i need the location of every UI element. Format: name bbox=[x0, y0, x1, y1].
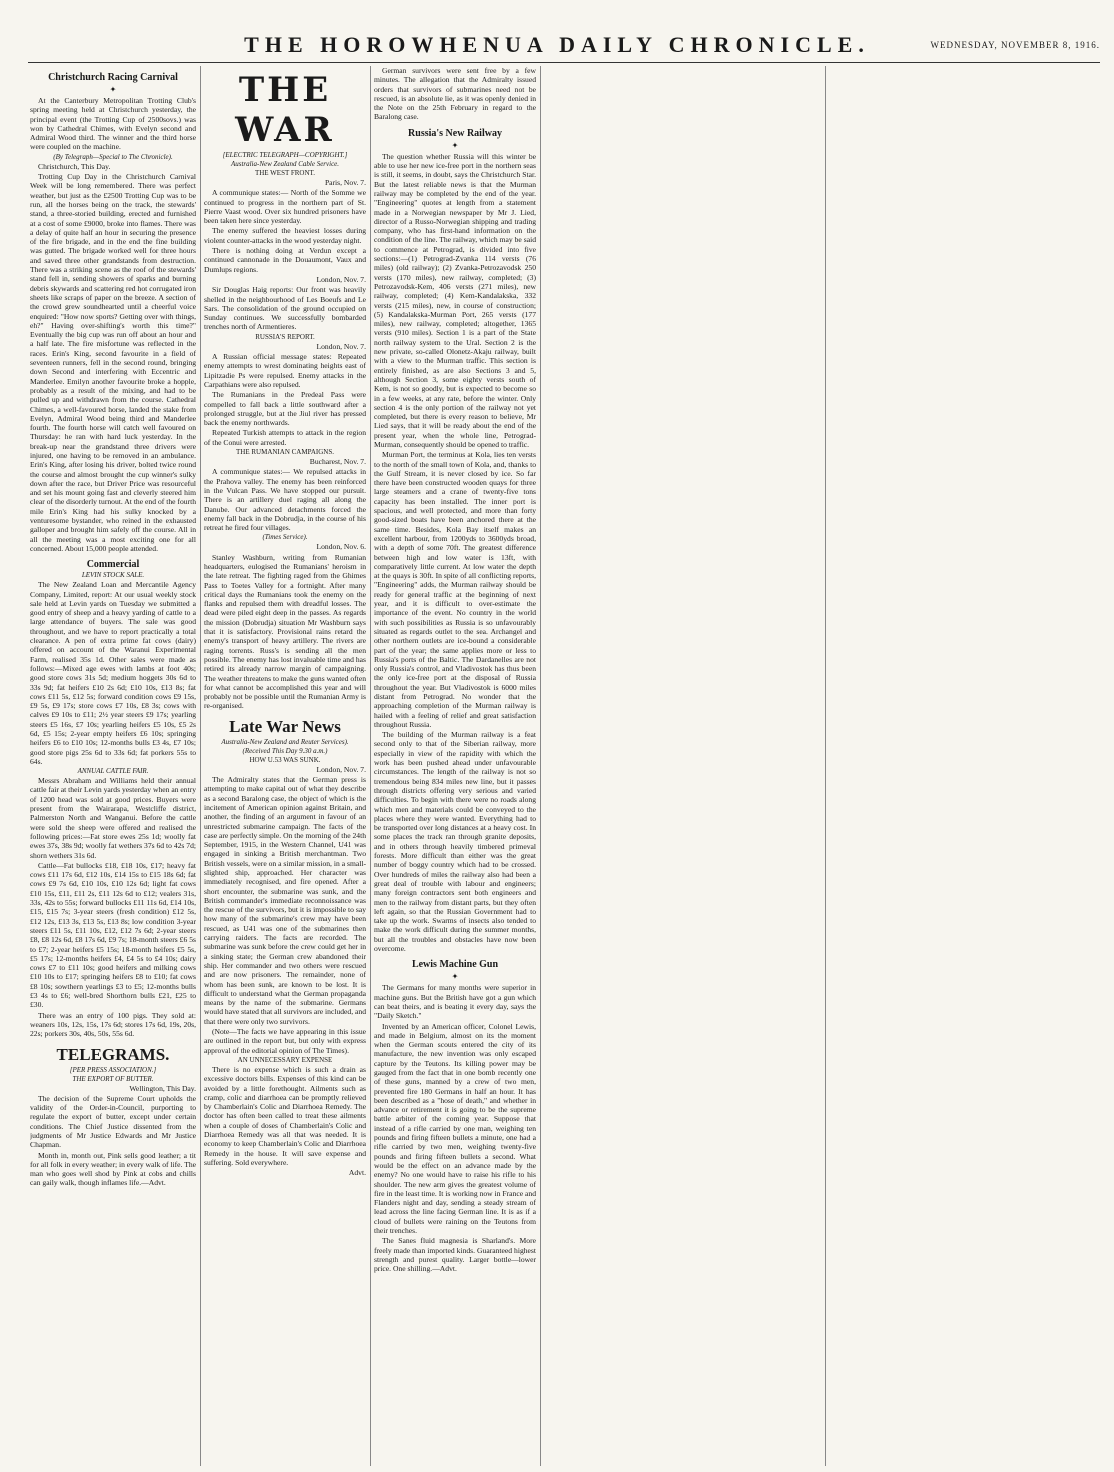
separator: ✦ bbox=[451, 972, 459, 982]
dateline: Paris, Nov. 7. bbox=[324, 178, 366, 187]
column-2 bbox=[204, 66, 366, 1466]
column-divider bbox=[370, 66, 371, 1466]
dateline: Bucharest, Nov. 7. bbox=[309, 457, 366, 467]
separator: ✦ bbox=[451, 140, 459, 150]
article-paragraph: The decision of the Supreme Court upholds the validity of the Order-in-Council, purporting to regulate the export of butter, except under certain conditions. The Chief Justice dissented from the judgments of Mr Justice Edwards and Mr Justice Chapman. bbox=[30, 1093, 196, 1150]
article-paragraph: Murman Port, the terminus at Kola, lies ten versts to the north of the small town of Kola, and, thanks to the Gulf Stream, it is never closed by ice. So far there have been constructed wooden quays for three large steamers and a crane of twenty-five tons capacity has been installed. The inner port is spacious, and well protected, and more than forty good-sized boats have been anchored there at the same time. Besides, Kola Bay itself makes an excellent harbour, from 1200yds to 3600yds broad, with a depth of some 70ft. The greatest difference between high and low water is 13ft, with comparatively little current. At low water the depth at the quays is 30ft. In spite of all conflicting reports, "Engineering" adds, the Murman railway should be ready for general traffic at the beginning of next year, and it is difficult to over-estimate the importance of the event. No country in the world with such possibilities as Russia is so unfavourably situated as regards outlet to the sea. Archangel and other northern outlets are ice-bound a considerable part of the year; the same applies more or less to Russia's ports of the Baltic. The Dardanelles are not only Russia's control, and Vladivostok has thus been the only ice-free port at the disposal of Russia throughout the year. But Vladivostok is 6000 miles distant from Petrograd. No wonder that the approaching completion of the Murman railway is hailed with a feeling of relief and great satisfaction throughout Russia. bbox=[374, 450, 536, 729]
subheading: ANNUAL CATTLE FAIR. bbox=[77, 767, 149, 776]
headline-late-war-news: Late War News bbox=[229, 716, 341, 736]
headline-telegrams: TELEGRAMS. bbox=[56, 1044, 170, 1064]
article-paragraph: A communique states:— We repulsed attacks in the Prahova valley. The enemy has been reinforced in the Vulcan Pass. We have stopped our pursuit. There is an artillery duel raging all along the Danube. Our advanced detachments forced the enemy fall back in the Dobrudja, in the course of his retreat he fired four villages. bbox=[204, 467, 366, 533]
advt-label: Advt. bbox=[348, 1168, 366, 1178]
article-paragraph: There is nothing doing at Verdun except a continued cannonade in the Douaumont, Vaux and Dumlups regions. bbox=[204, 246, 366, 274]
article-paragraph: Cattle—Fat bullocks £18, £18 10s, £17; heavy fat cows £11 17s 6d, £12 10s, £14 15s to £15 18s 6d; fat cows £9 7s 6d, £10 10s, £10 12s 6d; light fat cows £10 15s, £11, £11 2s, £11 12s 6d to £12; vealers 31s, 33s, 42s to 55s; forward bullocks £11 11s 6d, £14 10s, £15, £15 7s; 3-year steers (fresh condition) £12 5s, £12 12s, £13 3s, £13 5s, £13 8s; low condition 3-year steers £11 5s, £11 10s, £12, £12 7s 6d; 2-year steers £8, £8 12s 6d, £8 17s 6d, £9 7s; 18-month steers £6 5s to £7; 2-year heifers £5 15s; 18-month heifers £5 5s, £5 17s; 12-months heifers £4, £4 5s to £4 10s; dairy cows £7 to £11 10s; good heifers and milking cows £10 10s to £17; springing heifers £8 to £10; fat cows £8 10s; sowthern yearlings £3 to £5; 12-months bulls £3 4s to £6; well-bred Shorthorn bulls £21, £25 to £30. bbox=[30, 860, 196, 1010]
subheading: THE RUMANIAN CAMPAIGNS. bbox=[236, 448, 334, 457]
subheading: (Received This Day 9.30 a.m.) bbox=[242, 746, 328, 755]
subheading: [PER PRESS ASSOCIATION.] bbox=[69, 1065, 157, 1074]
article-paragraph: The New Zealand Loan and Mercantile Agency Company, Limited, report: At our usual weekly stock sale held at Levin yards on Tuesday we submitted a good entry of sheep and a heavy yarding of cattle to a large attendance of buyers. The sale was good throughout, and we have to report practically a total clearance. A pen of extra prime fat cows (dairy) offered on account of the Waranui Experimental Farm, realised 35s 1d. Other sales were made as follows:—Mixed age ewes with lambs at foot 40s; good store cows 31s 5d; medium hoggets 30s 6d to 33s 9d; fat heifers £10 2s 6d; £10 10s, £13 8s; fat cows £11 5s, £12 5s; forward condition cows £9 15s, £9 5s, £9 17s; store cows £7 10s, £8 3s; cows with calves £9 10s to £11; 2½ year steers £9 17s; yearling steers £5 16s, £7 10s; yearling heifers £5 10s, £5 2s 6d, £5 15s; 2-year empty heifers £6 10s; springing heifers £6 to £10 10s; 12-months bulls £3 4s, £7 10s; good store pigs 25s 6d to 33s 6d; fat porkers 55s to 64s. bbox=[30, 580, 196, 766]
dateline: London, Nov. 7. bbox=[316, 274, 366, 284]
dateline: London, Nov. 6. bbox=[316, 542, 366, 552]
subheading: HOW U.53 WAS SUNK. bbox=[249, 755, 321, 764]
column-divider bbox=[540, 66, 541, 1466]
column-1 bbox=[30, 66, 196, 1466]
article-paragraph: The question whether Russia will this winter be able to use her new ice-free port in the northern seas is still, it seems, in doubt, says the Christchurch Star. But the latest reliable news is that the Murman railway may be completed by the end of the year. "Engineering" quotes at length from a statement made in a Norwegian newspaper by Mr J. Lied, director of a Russo-Norwegian shipping and trading company, who has first-hand information on the condition of the line. The railway, which may be said to commence at Petrograd, is divided into five sections:—(1) Petrograd-Zvanka 114 versts (76 miles) (old railway); (2) Zvanka-Petrozavodsk 250 versts (170 miles), new railway, completed; (3) Petrozavodsk-Kem, 406 versts (271 miles), new railway, completed; (4) Kem-Kandalakska, 332 versts (215 miles), new, in course of construction; (5) Kandalakska-Murman Port, 265 versts (177 miles), new railway, completed; altogether, 1365 versts (910 miles). Section 1 is a part of the State north railway system to the Ural. Section 2 is the new private, so-called Olonetz-Akaju railway, built with a view to the Murman traffic. This section is entirely finished, as are also Sections 3 and 5, although Section 3, some eighty versts south of Kem, is not so goodly, but is expected to become so in a few weeks, at any rate, before the winter. Only section 4 is the only portion of the railway not yet completed, but there is every reason to believe, Mr Lied says, that it will be ready about the end of the present year, when the whole line, Petrograd-Murman, consequently should be opened to traffic. bbox=[374, 151, 536, 449]
article-paragraph: A communique states:— North of the Somme we continued to progress in the northern part of St. Pierre Vaast wood. Over six hundred prisoners have been taken here since yesterday. bbox=[204, 188, 366, 226]
masthead-rule bbox=[28, 62, 1100, 63]
subheading: (Times Service). bbox=[262, 533, 308, 542]
advertisement-paragraph: The Sanes fluid magnesia is Sharland's. More freely made than imported kinds. Guaranteed highest strength and purest quality. Larger bottle—lower price. One shilling.—Advt. bbox=[374, 1236, 536, 1274]
article-paragraph: (Note—The facts we have appearing in this issue are outlined in the report but, but only with express approval of the editorial opinion of The Times). bbox=[204, 1027, 366, 1055]
article-paragraph: The building of the Murman railway is a feat second only to that of the Siberian railway, more especially in view of the rapidity with which the work has been pushed ahead under unfavourable circumstances. The length of the railway is not so tremendous being 834 miles new line, but it passes through districts offering very serious and varied difficulties. To begin with there were no roads along which men and materials could be conveyed to the places where they were wanted. Everything had to be transported over long distances at a heavy cost. In some places the track ran through granite deposits, and in others through heavily timbered primeval forests. More difficult than either was the great number of boggy country which had to be crossed. Over hundreds of miles the railway also had been a great deal of trouble with labour and engineers; many foreign contractors sent both engineers and men to the railway from distant parts, but they often left again, so that the Russian Government had to take up the work. Swarms of insects also tended to make the work difficult during the summer months, but all the troubles and obstacles have now been overcome. bbox=[374, 730, 536, 954]
separator: ✦ bbox=[109, 85, 117, 94]
advertisement-paragraph: Month in, month out, Pink sells good leather; a tit for all folk in every weather; in every walk of life. The man who goes well shod by Pink at cobs and chills can gaily walk, though inflames life.—Advt. bbox=[30, 1150, 196, 1188]
advertisement-paragraph: There is no expense which is such a drain as excessive doctors bills. Expenses of this kind can be avoided by a little forethought. Ailments such as cramp, colic and diarrhoea can be promptly relieved by Chamberlain's Colic and Diarrhoea Remedy. The doctor has often been called to treat these ailments when a couple of doses of Chamberlain's Colic and Diarrhoea Remedy was all that was needed. It is economy to keep Chamberlain's Colic and Diarrhoea Remedy in the house. It will save expense and suffering. Sold everywhere. bbox=[204, 1064, 366, 1167]
dateline: Christchurch, This Day. bbox=[38, 161, 111, 171]
article-paragraph: At the Canterbury Metropolitan Trotting Club's spring meeting held at Christchurch yesterday, the principal event (the Trotting Cup of 2500sovs.) was won by Cathedral Chimes, with Evelyn second and Admiral Wood third. The winner and the third horse were coupled on the machine. bbox=[30, 96, 196, 152]
headline-lewis-gun: Lewis Machine Gun bbox=[411, 959, 499, 971]
article-paragraph: Trotting Cup Day in the Christchurch Carnival Week will be long remembered. There was perfect weather, but just as the £2500 Trotting Cup was to be run, all the horses being on the track, the stewards' stand, a three-storied building, erected and furnished at a cost of some £9000, broke into flames. There was a delay of quite half an hour in securing the presence of the fire brigade, and in the end the fine building was gutted. The brigade worked well for three hours and saved three other grandstands from destruction. There was a striking scene as the roof of the stewards' stand fell in, sending showers of sparks and burning debris skywards and scattering red hot corrugated iron sheets like scraps of paper on the breeze. A section of the crowd grew soundhearted until a cheerful voice enquired: "How now sports? Getting over with things, eh?" Having over-shifting's worth this time?" Eventually the big cup was run off about an hour and a half late. The fire misfortune was reflected in the races. Erin's King, second favourite in a field of seventeen runners, fell in the second round, bringing down Second and interfering with Eccentric and Manderlee. Emilyn another favourite broke a hopple, probably as a result of the mixing, and had to be pulled up and withdrawn from the course. Cathedral Chimes, a well-favoured horse, landed the stake from Evelyn, Admiral Wood being third and Manderlee fourth. The fourth horse will catch well favoured on Thursday: he ran with hard luck yesterday. In the break-up near the grandstand three drivers were injured, one having to be removed in an ambulance. Erin's King, after losing his driver, bolted twice round the course and almost brought the cup winner's sulky down after the race, but Driver Price was resourceful and set his mount going fast and cleverly steered him clear of the disorderly turnout. At the end of the fourth mile Erin's King had his sulky knocked by a venturesome bystander, who reined in the exhausted galloper and brought him safely off the course. All in all the meeting was a most exciting one for all concerned. About 15,000 people attended. bbox=[30, 172, 196, 553]
article-paragraph: The Admiralty states that the German press is attempting to make capital out of what they describe as a second Baralong case, the object of which is the incitement of American opinion against Britain, and another, the finding of an argument in favour of an unrestricted submarine campaign. The facts of the case are perfectly simple. On the morning of the 24th September, 1915, in the Western Channel, U41 was engaged in sinking a British merchantman. Two British vessels, were on a similar mission, in a small-slighted ship, approached. Her character was immediately recognised, and fire opened. After a short encounter, the submarine was sunk, and the British commander's immediate reconnoissance was the rescue of the survivors, but it is impossible to say how many of the submarine's crew may have been rescued, as U41 was one of the submarines then carrying raiders. The facts are recorded. The submarine was sunk before the crew could get her in a sinking state; the German crew abandoned their ship. Her commander and two others were rescued and are now prisoners. The remainder, none of whom has been sunk, are known to be lost. It is difficult to understand what the German propaganda means by the name of the submarine. Germans would have stated that all survivors are included, and that there were only two survivors. bbox=[204, 775, 366, 1026]
dateline: Wellington, This Day. bbox=[129, 1083, 196, 1093]
headline-commercial: Commercial bbox=[86, 559, 140, 571]
column-divider bbox=[825, 66, 826, 1466]
subheading: RUSSIA'S REPORT. bbox=[255, 332, 315, 341]
subheading: LEVIN STOCK SALE. bbox=[81, 571, 145, 580]
dateline: London, Nov. 7. bbox=[316, 341, 366, 351]
cable-note: Australia-New Zealand Cable Service. bbox=[230, 160, 340, 168]
telegraph-note: [ELECTRIC TELEGRAPH—COPYRIGHT.] bbox=[222, 151, 348, 159]
article-paragraph: There was an entry of 100 pigs. They sold at: weaners 10s, 12s, 15s, 17s 6d; stores 17s 6d, 19s, 20s, 22s; porkers 30s, 40s, 50s, 55s 6d. bbox=[30, 1010, 196, 1039]
article-paragraph: Messrs Abraham and Williams held their annual cattle fair at their Levin yards yesterday when an entry of 1200 head was sold at good prices. Buyers were present from the Wairarapa, Westcliffe district, Palmerston North and Wanganui. Before the cattle were sold the sheep were offered and realised the following prices:—Fat store ewes 25s 1d; woolly fat ewes 37s, 38s 9d; woolly fat wethers 37s 6d to 42s 7d; shorn wethers 31s 6d. bbox=[30, 776, 196, 860]
headline-russian-railway: Russia's New Railway bbox=[408, 127, 502, 139]
article-paragraph: A Russian official message states: Repeated enemy attempts to wrest dominating heights east of Lipitzadie Ps were repulsed. Enemy attacks in the Carpathians were also repulsed. bbox=[204, 352, 366, 389]
headline-racing: Christchurch Racing Carnival bbox=[48, 72, 178, 83]
masthead bbox=[0, 0, 1114, 62]
column-divider bbox=[200, 66, 201, 1466]
telegraph-note: (By Telegraph—Special to The Chronicle). bbox=[53, 152, 173, 161]
article-paragraph: The Rumanians in the Predeal Pass were compelled to fall back a little southward after a prolonged struggle, but at the Jiul river has pressed back the enemy northwards. bbox=[204, 390, 366, 428]
newspaper-title: THE HOROWHENUA DAILY CHRONICLE. bbox=[244, 32, 870, 57]
article-paragraph: Sir Douglas Haig reports: Our front was heavily shelled in the neighbourhood of Les Boeufs and Le Sars. The consolidation of the ground occupied on Sunday continues. We successfully bombarded trenches north of Armentieres. bbox=[204, 285, 366, 332]
the-war-logo: THE WAR bbox=[235, 70, 335, 150]
article-paragraph: Stanley Washburn, writing from Rumanian headquarters, eulogised the Rumanians' heroism in the late retreat. The fighting raged from the Ghimes Pass to Toetes Valley for a fortnight. After many critical days the Rumanians took the enemy on the flanks and repulsed them with dreadful losses. The dead were piled eight deep in the passes. As regards the mission (Dobrudja) situation Mr Washburn says that it is satisfactory. Provisional rains retard the enemy's transport of heavy artillery. The rivers are raging torrents. Russ's is sending all the men possible. The enemy has lost invaluable time and has retired its already narrow margin of campaigning. The weather threatens to make the guns wanted often for what cannot be accomplished this year and will probably not be possible until the Rumanian Army is re-organised. bbox=[204, 552, 366, 711]
article-paragraph: The Germans for many months were superior in machine guns. But the British have got a gun which can beat theirs, and is beating it every day, says the "Daily Sketch." bbox=[374, 983, 536, 1021]
article-paragraph: Invented by an American officer, Colonel Lewis, and made in Belgium, almost on its the moment when the German scouts entered the city of its manufacture, the new invention was only escaped capture by the Teutons. Its killing power may be gauged from the fact that in one bomb recently one of these guns, manned by a crew of two men, prevented fire 180 Germans in half an hour. It has been described as a "hose of death," and whether in advance or retirement it is going to be the supreme battle arbiter of the coming year. Suppose that instead of a rifle carried by one man, weighing ten pounds and firing fifteen bullets a minute, one had a rifle carried by two men, weighing twenty-five pounds and firing fifteen bullets a second. What would be the effect on an advance made by the enemy? No one would have to raise his rifle to his shoulder. The new arm gives the greatest volume of fire in the least time. It is working now in France and Flanders night and day, sending a steady stream of lead across the line facing German line. It is as if a cloud of bullets were raining on the Teutons from their trenches. bbox=[374, 1021, 536, 1236]
subheading: AN UNNECESSARY EXPENSE bbox=[237, 1055, 333, 1064]
dateline: London, Nov. 7. bbox=[316, 764, 366, 774]
issue-date: WEDNESDAY, NOVEMBER 8, 1916. bbox=[930, 40, 1100, 50]
subheading: THE WEST FRONT. bbox=[254, 169, 316, 177]
column-4 bbox=[544, 66, 706, 1466]
article-paragraph: German survivors were sent free by a few minutes. The allegation that the Admiralty issued orders that survivors of submarines need not be rescued, is an absolute lie, as it was openly denied in the Note on the 25th February in regard to the Baralong case. bbox=[374, 66, 536, 122]
subheading: THE EXPORT OF BUTTER. bbox=[72, 1074, 154, 1083]
article-paragraph: Repeated Turkish attempts to attack in the region of the Conui were arrested. bbox=[204, 428, 366, 447]
subheading: Australia-New Zealand and Reuter Services). bbox=[221, 737, 349, 746]
column-3 bbox=[374, 66, 536, 1466]
article-paragraph: The enemy suffered the heaviest losses during violent counter-attacks in the wood yesterday night. bbox=[204, 226, 366, 245]
